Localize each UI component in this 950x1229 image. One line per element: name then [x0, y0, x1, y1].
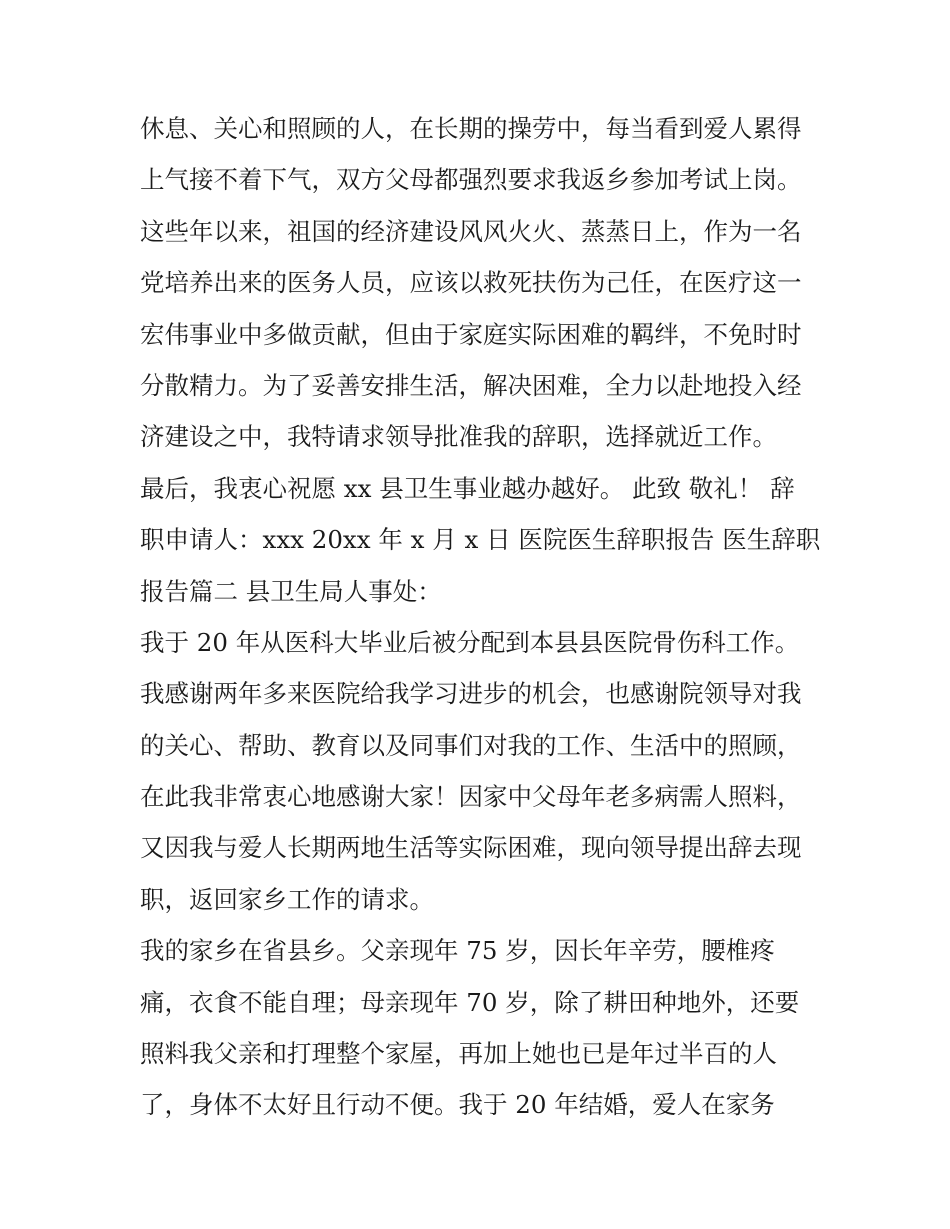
- text-line: 了，身体不太好且行动不便。我于 20 年结婚，爱人在家务: [140, 1090, 775, 1120]
- text-line: 在此我非常衷心地感谢大家！因家中父母年老多病需人照料，: [140, 782, 802, 812]
- text-line: 休息、关心和照顾的人，在长期的操劳中，每当看到爱人累得: [140, 114, 802, 143]
- text-line: 我感谢两年多来医院给我学习进步的机会，也感谢院领导对我: [140, 679, 802, 709]
- text-line: 又因我与爱人长期两地生活等实际困难，现向领导提出辞去现: [140, 833, 802, 863]
- text-line: 宏伟事业中多做贡献，但由于家庭实际困难的羁绊，不免时时: [140, 319, 802, 349]
- text-line: 我于 20 年从医科大毕业后被分配到本县县医院骨伤科工作。: [140, 627, 800, 657]
- text-line: 照料我父亲和打理整个家屋，再加上她也已是年过半百的人: [140, 1039, 777, 1069]
- text-line: 职，返回家乡工作的请求。: [140, 884, 434, 914]
- text-line: 上气接不着下气，双方父母都强烈要求我返乡参加考试上岗。: [140, 165, 802, 195]
- text-line: 分散精力。为了妥善安排生活，解决困难，全力以赴地投入经: [140, 370, 802, 400]
- text-line: 职申请人：xxx 20xx 年 x 月 x 日 医院医生辞职报告 医生辞职: [140, 525, 821, 555]
- text-line: 的关心、帮助、教育以及同事们对我的工作、生活中的照顾，: [140, 730, 802, 760]
- text-line: 我的家乡在省县乡。父亲现年 75 岁，因长年辛劳，腰椎疼: [140, 936, 775, 966]
- text-line: 最后，我衷心祝愿 xx 县卫生事业越办越好。 此致 敬礼！ 辞: [140, 473, 795, 503]
- text-line: 这些年以来，祖国的经济建设风风火火、蒸蒸日上，作为一名: [140, 216, 802, 246]
- text-line: 党培养出来的医务人员，应该以救死扶伤为己任，在医疗这一: [140, 268, 802, 298]
- text-line: 报告篇二 县卫生局人事处：: [140, 576, 442, 606]
- document-body: [140, 103, 830, 1131]
- text-line: 济建设之中，我特请求领导批准我的辞职，选择就近工作。: [140, 422, 777, 452]
- text-line: 痛，衣食不能自理；母亲现年 70 岁，除了耕田种地外，还要: [140, 987, 800, 1017]
